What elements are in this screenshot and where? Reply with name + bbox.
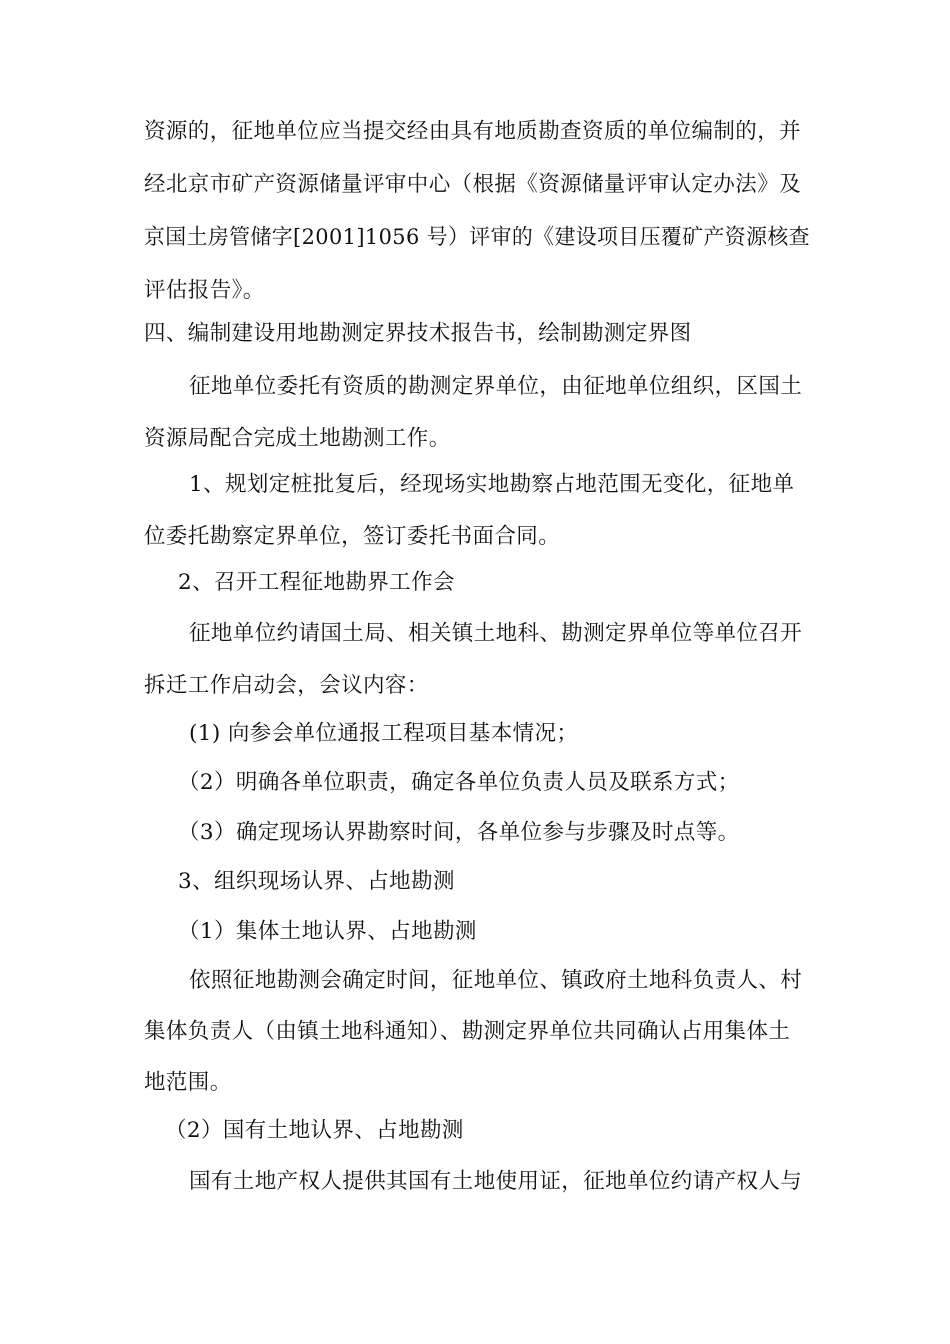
text-line: 征地单位委托有资质的勘测定界单位，由征地单位组织，区国土 <box>189 374 803 399</box>
subsection-heading: 3、组织现场认界、占地勘测 <box>178 869 455 894</box>
list-item: （2）国有土地认界、占地勘测 <box>165 1118 464 1143</box>
list-item: （1）集体土地认界、占地勘测 <box>178 919 477 944</box>
text-line: 征地单位约请国土局、相关镇土地科、勘测定界单位等单位召开 <box>189 621 803 646</box>
text-line: 集体负责人（由镇土地科通知）、勘测定界单位共同确认占用集体土 <box>144 1019 791 1044</box>
text-line: 资源局配合完成土地勘测工作。 <box>144 426 451 451</box>
list-item: （2）明确各单位职责，确定各单位负责人员及联系方式； <box>178 770 740 795</box>
list-item: （3）确定现场认界勘察时间，各单位参与步骤及时点等。 <box>178 820 740 845</box>
text-line: 位委托勘察定界单位，签订委托书面合同。 <box>144 524 561 549</box>
text-line: 资源的，征地单位应当提交经由具有地质勘查资质的单位编制的，并 <box>144 119 802 144</box>
section-heading: 四、编制建设用地勘测定界技术报告书，绘制勘测定界图 <box>144 321 692 346</box>
text-line: 国有土地产权人提供其国有土地使用证，征地单位约请产权人与 <box>189 1169 803 1194</box>
text-line: 地范围。 <box>144 1070 232 1095</box>
text-line: 京国土房管储字[2001]1056 号）评审的《建设项目压覆矿产资源核查 <box>144 225 810 250</box>
text-line: 依照征地勘测会确定时间，征地单位、镇政府土地科负责人、村 <box>189 968 803 993</box>
text-line: 拆迁工作启动会，会议内容： <box>144 673 429 698</box>
subsection-heading: 2、召开工程征地勘界工作会 <box>178 570 455 595</box>
list-item: (1) 向参会单位通报工程项目基本情况； <box>189 721 579 746</box>
text-line: 评估报告》。 <box>144 278 265 303</box>
text-line: 经北京市矿产资源储量评审中心（根据《资源储量评审认定办法》及 <box>144 172 802 197</box>
text-line: 1、规划定桩批复后，经现场实地勘察占地范围无变化，征地单 <box>189 472 795 497</box>
